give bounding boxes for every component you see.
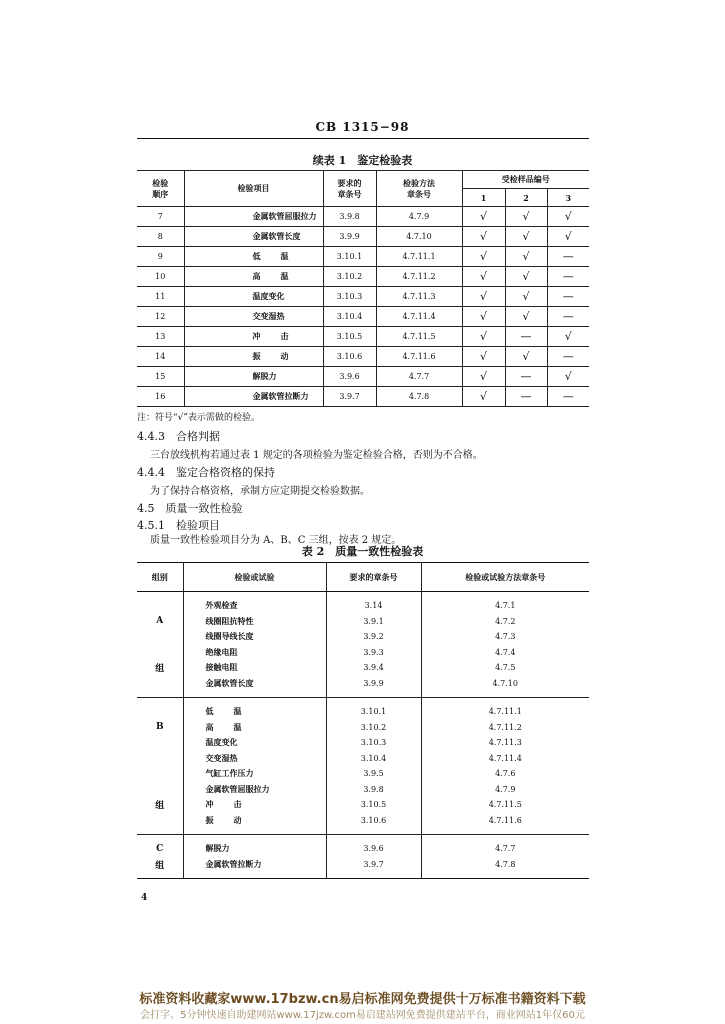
sample-1-mark: √ bbox=[462, 247, 505, 267]
table-row bbox=[137, 367, 589, 387]
table1-head-sample-1: 1 bbox=[462, 189, 505, 207]
requirement-clause-cell: 3.10.4 bbox=[323, 307, 376, 327]
section-4-5-1-title: 4.5.1 检验项目 bbox=[137, 519, 220, 532]
group-label-cell: B bbox=[137, 720, 183, 736]
sample-1-mark: √ bbox=[462, 367, 505, 387]
sample-1-mark: √ bbox=[462, 207, 505, 227]
sample-2-mark: √ bbox=[505, 267, 547, 287]
method-clause-cell: 4.7.11.2 bbox=[488, 722, 522, 732]
table2-quality-conformance-inspection bbox=[137, 562, 589, 879]
method-clause-cell: 4.7.9 bbox=[376, 207, 462, 227]
sample-2-mark: √ bbox=[505, 227, 547, 247]
group-label-cell bbox=[137, 735, 183, 751]
group-label-cell bbox=[137, 645, 183, 661]
table-row bbox=[137, 267, 589, 287]
table-row bbox=[137, 735, 589, 751]
table2-header-row bbox=[137, 563, 589, 592]
method-clause-cell: 4.7.11.6 bbox=[488, 815, 522, 825]
requirement-clause-cell: 3.14 bbox=[326, 598, 421, 614]
method-clause-cell: 4.7.7 bbox=[495, 844, 516, 854]
group-label-cell bbox=[137, 813, 183, 829]
table1-head-sample-2: 2 bbox=[505, 189, 547, 207]
table-row bbox=[137, 227, 589, 247]
spacer-cell bbox=[421, 872, 589, 879]
method-clause-cell: 4.7.11.5 bbox=[488, 800, 522, 810]
requirement-clause-cell: 3.9.6 bbox=[326, 841, 421, 857]
standard-number-header: CB 1315−98 bbox=[315, 120, 410, 134]
table-row bbox=[137, 813, 589, 829]
sample-1-mark: √ bbox=[462, 327, 505, 347]
table1-head-item: 检验项目 bbox=[184, 171, 323, 207]
item-cell: 解脱力 bbox=[183, 841, 326, 857]
item-cell: 线圈阻抗特性 bbox=[183, 614, 326, 630]
method-clause-cell: 4.7.8 bbox=[376, 387, 462, 407]
table2-head-item: 检验或试验 bbox=[183, 563, 326, 592]
method-clause-cell: 4.7.5 bbox=[495, 663, 516, 673]
group-label-cell bbox=[137, 782, 183, 798]
requirement-clause-cell: 3.9.2 bbox=[326, 629, 421, 645]
table-row bbox=[137, 645, 589, 661]
section-4-4-3-title: 4.4.3 合格判据 bbox=[137, 430, 220, 443]
sample-2-mark: — bbox=[505, 327, 547, 347]
sample-1-mark: √ bbox=[462, 287, 505, 307]
method-clause-cell: 4.7.6 bbox=[495, 769, 516, 779]
table-row bbox=[137, 247, 589, 267]
method-clause-cell: 4.7.11.4 bbox=[488, 753, 522, 763]
group-label-cell: 组 bbox=[137, 660, 183, 676]
item-cell: 温度变化 bbox=[183, 735, 326, 751]
item-cell: 交变湿热 bbox=[183, 751, 326, 767]
seq-cell: 7 bbox=[137, 207, 184, 227]
requirement-clause-cell: 3.10.4 bbox=[326, 751, 421, 767]
sample-3-mark: √ bbox=[547, 327, 589, 347]
method-clause-cell: 4.7.7 bbox=[376, 367, 462, 387]
item-cell: 气缸工作压力 bbox=[183, 766, 326, 782]
sample-3-mark: — bbox=[547, 267, 589, 287]
item-cell: 冲击 bbox=[184, 327, 323, 347]
table1-head-method: 检验方法 章条号 bbox=[376, 171, 462, 207]
table2-head-req: 要求的章条号 bbox=[326, 563, 421, 592]
table-row bbox=[137, 629, 589, 645]
item-cell: 金属软管长度 bbox=[183, 676, 326, 692]
table-row bbox=[137, 287, 589, 307]
footer-watermark-line2: 会打字、5分钟快速自助建网站www.17jzw.com易启建站网免费提供建站平台，商业网站1年仅60元 bbox=[140, 1010, 585, 1021]
table1-header-row bbox=[137, 171, 589, 189]
sample-3-mark: √ bbox=[547, 227, 589, 247]
sample-2-mark: — bbox=[505, 387, 547, 407]
group-label-cell bbox=[137, 629, 183, 645]
seq-cell: 14 bbox=[137, 347, 184, 367]
item-cell: 金属软管拉断力 bbox=[184, 387, 323, 407]
table-row bbox=[137, 720, 589, 736]
section-4-4-3-text: 三台放线机构若通过表 1 规定的各项检验为鉴定检验合格，否则为不合格。 bbox=[150, 450, 483, 461]
seq-cell: 9 bbox=[137, 247, 184, 267]
method-clause-cell: 4.7.11.2 bbox=[376, 267, 462, 287]
spacer-cell bbox=[137, 872, 183, 879]
sample-1-mark: √ bbox=[462, 267, 505, 287]
requirement-clause-cell: 3.10.1 bbox=[326, 704, 421, 720]
sample-3-mark: — bbox=[547, 287, 589, 307]
requirement-clause-cell: 3.9.8 bbox=[326, 782, 421, 798]
table-row bbox=[137, 307, 589, 327]
requirement-clause-cell: 3.10.3 bbox=[323, 287, 376, 307]
table-row bbox=[137, 327, 589, 347]
table-row bbox=[137, 751, 589, 767]
table2-head-group: 组别 bbox=[137, 563, 183, 592]
table-row bbox=[137, 782, 589, 798]
group-spacer bbox=[137, 872, 589, 879]
item-cell: 低温 bbox=[184, 247, 323, 267]
method-clause-cell: 4.7.8 bbox=[495, 859, 516, 869]
table-row bbox=[137, 614, 589, 630]
section-4-4-4-text: 为了保持合格资格，承制方应定期提交检验数据。 bbox=[150, 486, 370, 497]
table-row bbox=[137, 857, 589, 873]
requirement-clause-cell: 3.10.2 bbox=[326, 720, 421, 736]
table1-head-sample-3: 3 bbox=[547, 189, 589, 207]
group-label-cell: A bbox=[137, 614, 183, 630]
item-cell: 高温 bbox=[184, 267, 323, 287]
method-clause-cell: 4.7.10 bbox=[492, 678, 518, 688]
group-label-cell: 组 bbox=[137, 857, 183, 873]
group-label-cell bbox=[137, 676, 183, 692]
sample-2-mark: √ bbox=[505, 247, 547, 267]
table-row bbox=[137, 766, 589, 782]
method-clause-cell: 4.7.11.1 bbox=[376, 247, 462, 267]
group-label-cell: 组 bbox=[137, 797, 183, 813]
method-clause-cell: 4.7.3 bbox=[495, 632, 516, 642]
sample-3-mark: √ bbox=[547, 207, 589, 227]
item-cell: 高温 bbox=[183, 720, 326, 736]
table-row bbox=[137, 841, 589, 857]
table1-qualification-inspection bbox=[137, 170, 589, 407]
item-cell: 绝缘电阻 bbox=[183, 645, 326, 661]
sample-2-mark: √ bbox=[505, 307, 547, 327]
sample-2-mark: √ bbox=[505, 207, 547, 227]
item-cell: 解脱力 bbox=[184, 367, 323, 387]
method-clause-cell: 4.7.11.4 bbox=[376, 307, 462, 327]
requirement-clause-cell: 3.10.1 bbox=[323, 247, 376, 267]
seq-cell: 16 bbox=[137, 387, 184, 407]
sample-1-mark: √ bbox=[462, 347, 505, 367]
requirement-clause-cell: 3.9.5 bbox=[326, 766, 421, 782]
table1-body bbox=[137, 207, 589, 407]
seq-cell: 10 bbox=[137, 267, 184, 287]
seq-cell: 15 bbox=[137, 367, 184, 387]
table2-head-method: 检验或试验方法章条号 bbox=[421, 563, 589, 592]
requirement-clause-cell: 3.9.4 bbox=[326, 660, 421, 676]
header-rule bbox=[137, 138, 589, 139]
footer-watermark-line1: 标准资料收藏家www.17bzw.cn易启标准网免费提供十万标准书籍资料下载 bbox=[139, 992, 586, 1007]
sample-3-mark: — bbox=[547, 347, 589, 367]
table2-body bbox=[137, 592, 589, 879]
method-clause-cell: 4.7.11.5 bbox=[376, 327, 462, 347]
requirement-clause-cell: 3.10.6 bbox=[323, 347, 376, 367]
table1-caption: 续表 1 鉴定检验表 bbox=[312, 154, 413, 167]
requirement-clause-cell: 3.9.8 bbox=[323, 207, 376, 227]
table1-head-seq: 检验 顺序 bbox=[137, 171, 184, 207]
requirement-clause-cell: 3.9.3 bbox=[326, 645, 421, 661]
table-row bbox=[137, 797, 589, 813]
requirement-clause-cell: 3.9.6 bbox=[323, 367, 376, 387]
requirement-clause-cell: 3.10.5 bbox=[326, 797, 421, 813]
table-row bbox=[137, 704, 589, 720]
method-clause-cell: 4.7.11.3 bbox=[488, 738, 522, 748]
sample-1-mark: √ bbox=[462, 307, 505, 327]
item-cell: 接触电阻 bbox=[183, 660, 326, 676]
requirement-clause-cell: 3.10.5 bbox=[323, 327, 376, 347]
sample-3-mark: — bbox=[547, 387, 589, 407]
section-4-5-1-text: 质量一致性检验项目分为 A、B、C 三组，按表 2 规定。 bbox=[150, 535, 402, 546]
table2-caption: 表 2 质量一致性检验表 bbox=[301, 545, 424, 558]
sample-2-mark: √ bbox=[505, 287, 547, 307]
method-clause-cell: 4.7.11.3 bbox=[376, 287, 462, 307]
method-clause-cell: 4.7.1 bbox=[495, 601, 516, 611]
page-number: 4 bbox=[141, 893, 148, 903]
group-label-cell bbox=[137, 704, 183, 720]
requirement-clause-cell: 3.9.9 bbox=[323, 227, 376, 247]
spacer-cell bbox=[183, 872, 326, 879]
table-row bbox=[137, 387, 589, 407]
sample-3-mark: — bbox=[547, 247, 589, 267]
item-cell: 振动 bbox=[184, 347, 323, 367]
method-clause-cell: 4.7.10 bbox=[376, 227, 462, 247]
item-cell: 低温 bbox=[183, 704, 326, 720]
item-cell: 交变湿热 bbox=[184, 307, 323, 327]
item-cell: 金属软管屈服拉力 bbox=[184, 207, 323, 227]
item-cell: 线圈导线长度 bbox=[183, 629, 326, 645]
table1-note: 注：符号“√”表示需做的检验。 bbox=[137, 413, 260, 423]
group-label-cell: C bbox=[137, 841, 183, 857]
item-cell: 金属软管长度 bbox=[184, 227, 323, 247]
table-row bbox=[137, 676, 589, 692]
item-cell: 振动 bbox=[183, 813, 326, 829]
requirement-clause-cell: 3.10.2 bbox=[323, 267, 376, 287]
requirement-clause-cell: 3.10.6 bbox=[326, 813, 421, 829]
sample-3-mark: — bbox=[547, 307, 589, 327]
requirement-clause-cell: 3.9.7 bbox=[323, 387, 376, 407]
table-row bbox=[137, 347, 589, 367]
item-cell: 外观检查 bbox=[183, 598, 326, 614]
table-row bbox=[137, 207, 589, 227]
section-4-4-4-title: 4.4.4 鉴定合格资格的保持 bbox=[137, 466, 275, 479]
seq-cell: 11 bbox=[137, 287, 184, 307]
section-4-5-title: 4.5 质量一致性检验 bbox=[137, 502, 243, 515]
method-clause-cell: 4.7.2 bbox=[495, 616, 516, 626]
method-clause-cell: 4.7.9 bbox=[495, 784, 516, 794]
requirement-clause-cell: 3.9.7 bbox=[326, 857, 421, 873]
group-label-cell bbox=[137, 751, 183, 767]
requirement-clause-cell: 3.9.1 bbox=[326, 614, 421, 630]
spacer-cell bbox=[326, 872, 421, 879]
requirement-clause-cell: 3.9.9 bbox=[326, 676, 421, 692]
table-row bbox=[137, 598, 589, 614]
sample-2-mark: √ bbox=[505, 347, 547, 367]
method-clause-cell: 4.7.11.1 bbox=[488, 707, 522, 717]
seq-cell: 8 bbox=[137, 227, 184, 247]
item-cell: 金属软管拉断力 bbox=[183, 857, 326, 873]
sample-2-mark: — bbox=[505, 367, 547, 387]
sample-1-mark: √ bbox=[462, 387, 505, 407]
table1-head-req: 要求的 章条号 bbox=[323, 171, 376, 207]
item-cell: 温度变化 bbox=[184, 287, 323, 307]
group-label-cell bbox=[137, 766, 183, 782]
item-cell: 金属软管屈服拉力 bbox=[183, 782, 326, 798]
sample-3-mark: √ bbox=[547, 367, 589, 387]
method-clause-cell: 4.7.4 bbox=[495, 647, 516, 657]
group-label-cell bbox=[137, 598, 183, 614]
seq-cell: 12 bbox=[137, 307, 184, 327]
table-row bbox=[137, 660, 589, 676]
table1-head-samples: 受检样品编号 bbox=[462, 171, 589, 189]
method-clause-cell: 4.7.11.6 bbox=[376, 347, 462, 367]
sample-1-mark: √ bbox=[462, 227, 505, 247]
item-cell: 冲击 bbox=[183, 797, 326, 813]
seq-cell: 13 bbox=[137, 327, 184, 347]
requirement-clause-cell: 3.10.3 bbox=[326, 735, 421, 751]
